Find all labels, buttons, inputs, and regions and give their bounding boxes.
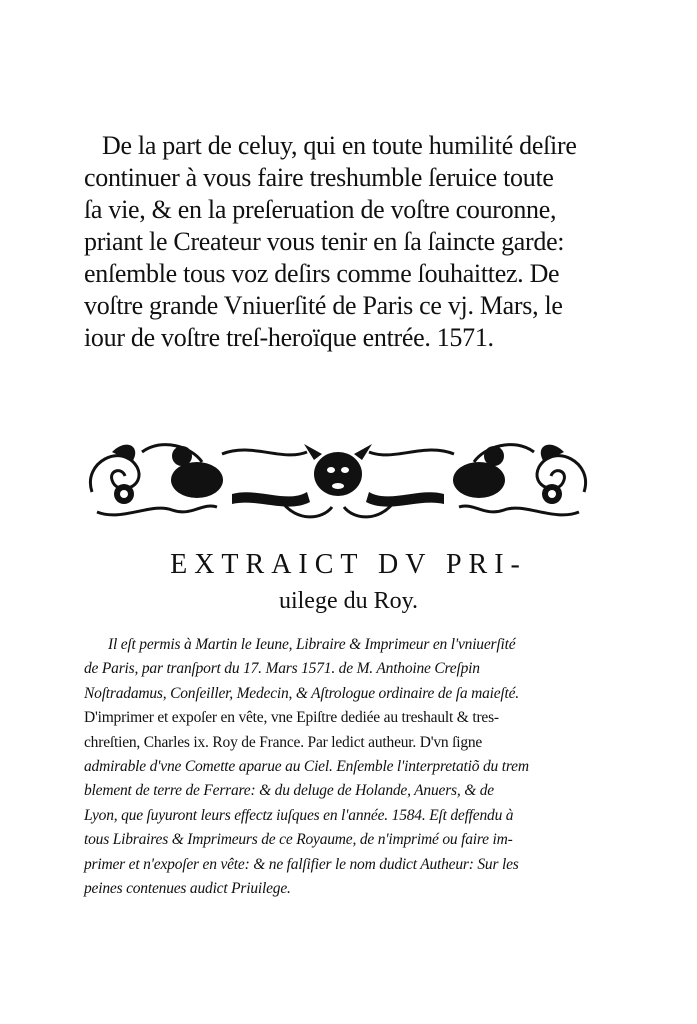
dedication-line: enſemble tous voz deſirs comme ſouhaittez. De (84, 259, 560, 288)
privilege-line: peines contenues audict Priuilege. (84, 880, 291, 898)
decorative-ornament-band (82, 432, 594, 528)
privilege-paragraph (84, 633, 604, 901)
privilege-line: Noſtradamus, Conſeiller, Medecin, & Aſtrologue ordinaire de ſa maieſté. (84, 684, 519, 702)
privilege-line: tous Libraires & Imprimeurs de ce Royaume, de n'imprimé ou faire im- (84, 831, 513, 849)
privilege-line: de Paris, par tranſport du 17. Mars 1571. de M. Anthoine Creſpin (84, 660, 480, 678)
privilege-line: admirable d'vne Comette aparue au Ciel. Enſemble l'interpretatiõ du trem (84, 758, 529, 776)
privilege-line: Il eſt permis à Martin le Ieune, Libraire & Imprimeur en l'vniuerſité (108, 636, 516, 653)
privilege-line: primer et n'expoſer en vête: & ne falſifier le nom dudict Autheur: Sur les (84, 855, 519, 873)
privilege-line: D'imprimer et expoſer en vête, vne Epiſtre dediée au treshault & tres- (84, 709, 499, 727)
privilege-line: Lyon, que ſuyuront leurs effectz iuſques en l'année. 1584. Eſt deffendu à (84, 806, 514, 824)
dedication-line: continuer à vous faire treshumble ſeruice toute (84, 163, 554, 192)
dedication-line: voſtre grande Vniuerſité de Paris ce vj. Mars, le (84, 291, 563, 320)
dedication-line: iour de voſtre treſ-heroïque entrée. 1571. (84, 323, 494, 352)
dedication-paragraph (84, 130, 594, 354)
extract-subheading: uilege du Roy. (278, 588, 419, 614)
extract-heading: EXTRAICT DV PRI- (170, 549, 527, 580)
dedication-line: priant le Createur vous tenir en ſa ſaincte garde: (84, 227, 565, 256)
privilege-line: blement de terre de Ferrare: & du deluge de Holande, Anuers, & de (84, 782, 494, 800)
dedication-line: De la part de celuy, qui en toute humilité deſire (102, 131, 577, 160)
privilege-line: chreſtien, Charles ix. Roy de France. Par ledict autheur. D'vn ſigne (84, 733, 483, 751)
dedication-line: ſa vie, & en la preſeruation de voſtre couronne, (84, 195, 557, 224)
